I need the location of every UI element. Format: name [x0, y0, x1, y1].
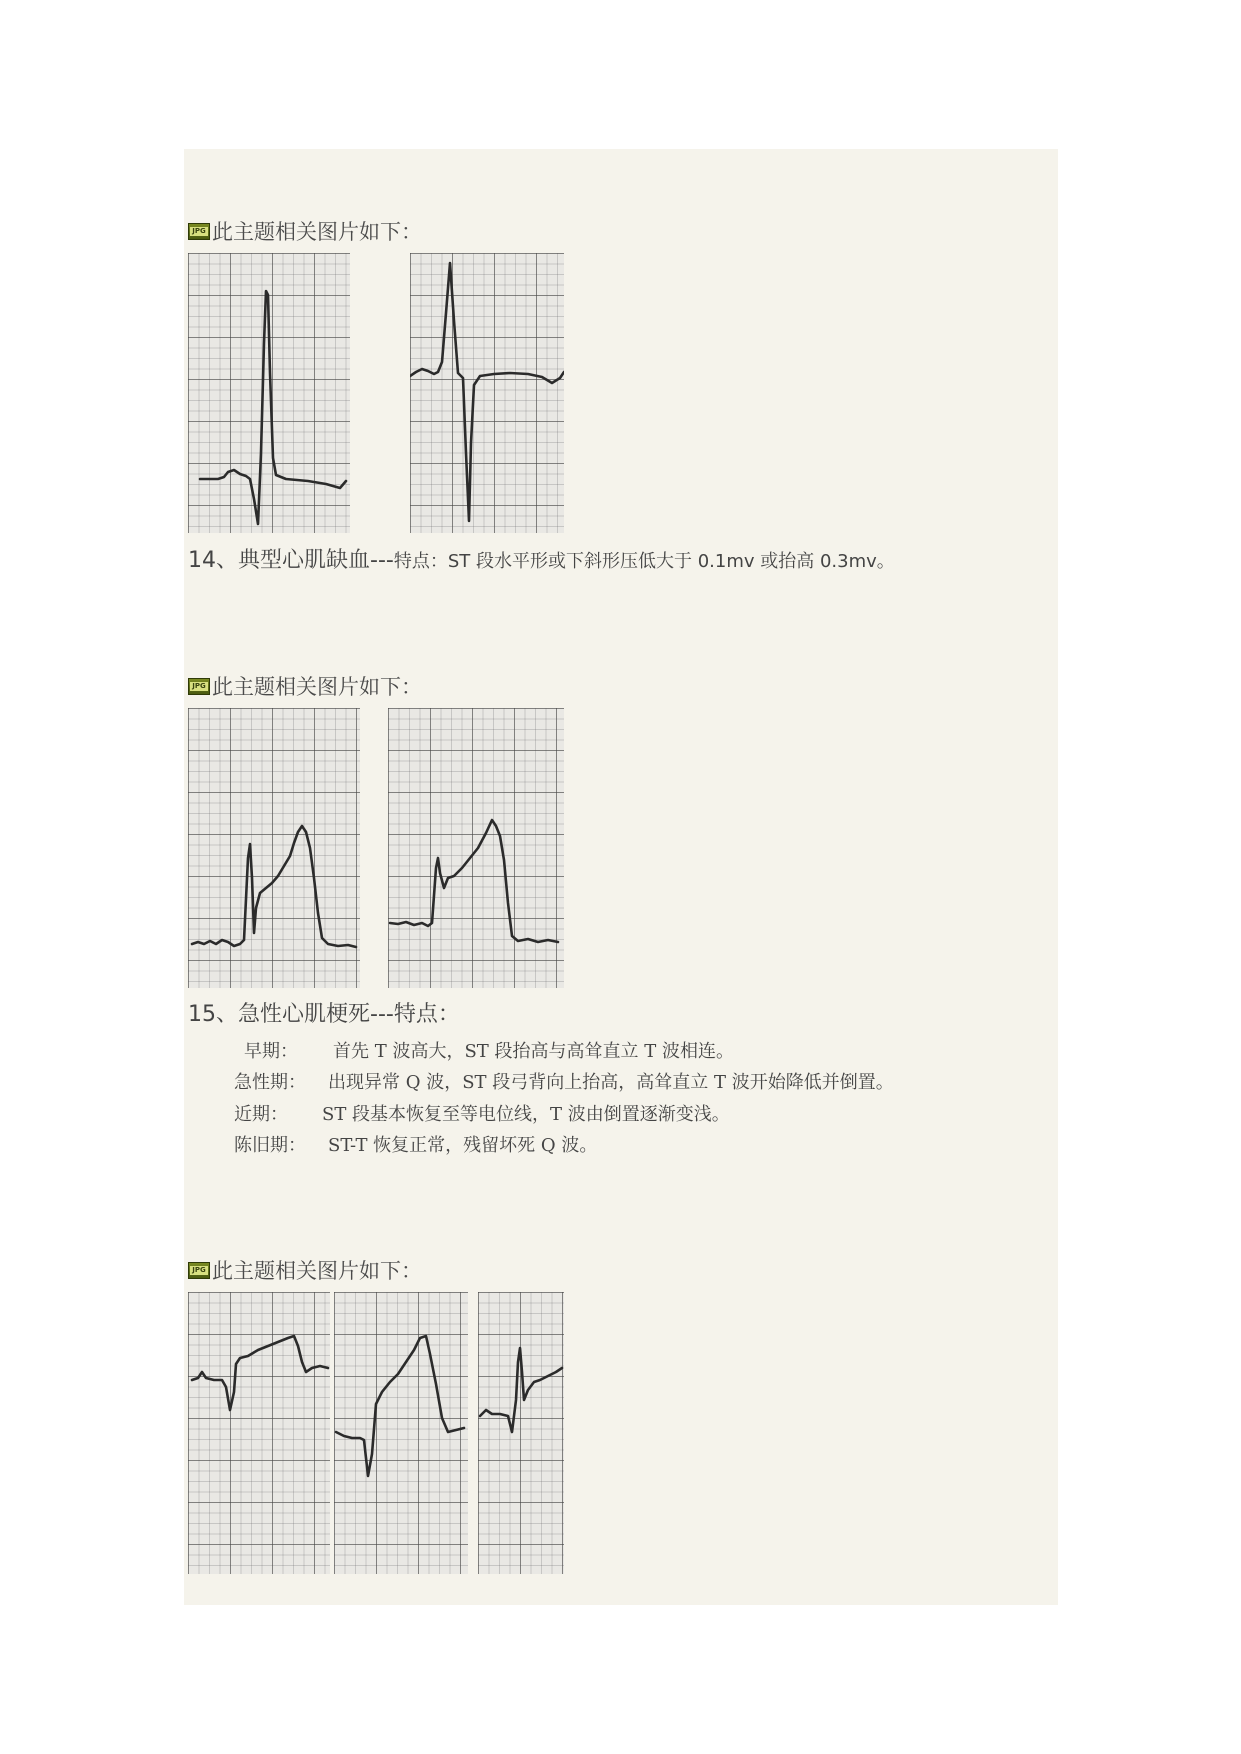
ecg-strip — [388, 708, 564, 988]
ecg-trace — [390, 820, 558, 942]
stage-text: 首先 T 波高大，ST 段抬高与高耸直立 T 波相连。 — [333, 1041, 734, 1062]
ecg-trace — [480, 1348, 562, 1432]
section-15-heading — [188, 997, 460, 1028]
jpg-file-icon[interactable]: JPG — [188, 678, 210, 695]
stage-early — [244, 1037, 734, 1063]
stage-text: ST-T 恢复正常，残留坏死 Q 波。 — [328, 1135, 598, 1156]
ecg-strip — [410, 253, 564, 533]
stage-acute — [234, 1068, 894, 1094]
ecg-image-acute-mi-early[interactable] — [188, 708, 564, 988]
stage-recent — [234, 1100, 730, 1126]
jpg-file-icon[interactable]: JPG — [188, 1262, 210, 1279]
ecg-image-mi-evolution[interactable] — [188, 1292, 564, 1574]
image-caption-3 — [188, 1256, 422, 1284]
section-dashes: --- — [370, 548, 394, 573]
caption-text: 此主题相关图片如下： — [212, 1259, 422, 1283]
section-title: 急性心肌梗死 — [238, 1002, 371, 1027]
ecg-strip — [188, 253, 350, 533]
ecg-strip — [478, 1292, 564, 1574]
ecg-trace — [192, 1336, 328, 1410]
stage-old — [234, 1131, 598, 1157]
section-dashes: --- — [370, 1002, 394, 1027]
jpg-file-icon[interactable]: JPG — [188, 223, 210, 240]
stage-text: 出现异常 Q 波，ST 段弓背向上抬高，高耸直立 T 波开始降低并倒置。 — [328, 1072, 894, 1093]
stage-label: 陈旧期： — [234, 1135, 306, 1156]
ecg-strip — [334, 1292, 468, 1574]
section-14-heading — [188, 543, 895, 574]
ecg-trace — [200, 291, 346, 524]
stage-label: 早期： — [244, 1041, 298, 1062]
stage-label: 近期： — [234, 1104, 288, 1125]
caption-text: 此主题相关图片如下： — [212, 675, 422, 699]
feature-label: 特点： — [393, 551, 448, 572]
image-caption-2 — [188, 672, 422, 700]
section-number: 14、 — [188, 548, 238, 573]
section-number: 15、 — [188, 1002, 238, 1027]
ecg-image-ischemia[interactable] — [188, 253, 564, 533]
feature-label: 特点： — [393, 1002, 460, 1027]
ecg-trace — [336, 1336, 464, 1476]
section-description: ST 段水平形或下斜形压低大于 0.1mv 或抬高 0.3mv。 — [447, 551, 895, 572]
stage-label: 急性期： — [234, 1072, 306, 1093]
ecg-strip — [188, 1292, 330, 1574]
caption-text: 此主题相关图片如下： — [212, 220, 422, 244]
image-caption-1 — [188, 217, 422, 245]
ecg-strip — [188, 708, 360, 988]
stage-text: ST 段基本恢复至等电位线，T 波由倒置逐渐变浅。 — [322, 1104, 730, 1125]
ecg-trace — [410, 263, 564, 521]
section-title: 典型心肌缺血 — [238, 548, 371, 573]
ecg-trace — [192, 826, 356, 947]
